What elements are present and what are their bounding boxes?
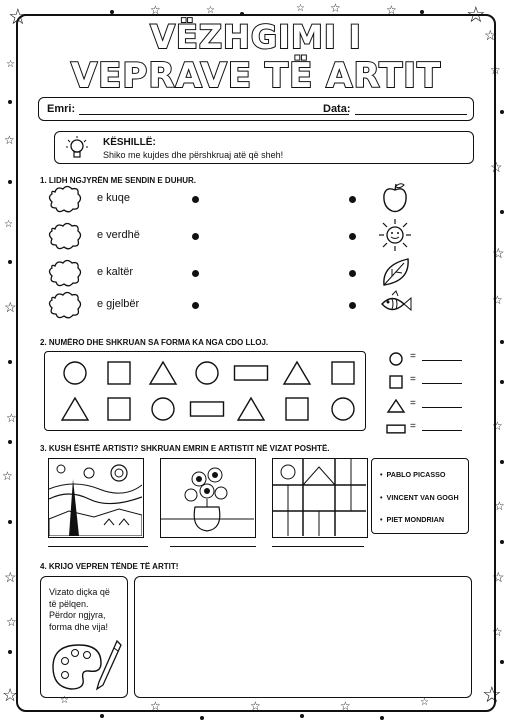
- circle-shape: [390, 353, 402, 365]
- star-icon: ☆: [490, 159, 503, 175]
- color-word: e gjelbër: [97, 298, 140, 310]
- star-icon: ☆: [60, 695, 69, 706]
- triangle-shape: [62, 398, 88, 420]
- match-dot-left[interactable]: [192, 302, 199, 309]
- rectangle-shape: [387, 425, 405, 433]
- shapes-box: [44, 351, 366, 431]
- star-icon: ☆: [296, 3, 305, 14]
- star-icon: ☆: [420, 697, 429, 708]
- equals-sign: =: [410, 351, 416, 362]
- border-dot: [8, 260, 12, 264]
- color-blob[interactable]: [47, 258, 83, 288]
- star-icon: ☆: [6, 411, 17, 425]
- triangle-shape: [284, 362, 310, 384]
- border-dot: [500, 340, 504, 344]
- square-shape: [390, 376, 402, 388]
- legend-row: [386, 421, 416, 442]
- count-answer-line[interactable]: [422, 430, 462, 431]
- border-dot: [8, 520, 12, 524]
- star-icon: ☆: [206, 5, 215, 16]
- color-blob[interactable]: [47, 184, 83, 214]
- star-icon: ☆: [4, 133, 15, 147]
- leaf-icon: [378, 255, 412, 289]
- triangle-shape: [238, 398, 264, 420]
- star-icon: ☆: [484, 27, 497, 43]
- triangle-shape: [388, 400, 404, 412]
- border-dot: [500, 380, 504, 384]
- triangle-shape: [150, 362, 176, 384]
- match-dot-right[interactable]: [349, 233, 356, 240]
- star-icon: ☆: [492, 569, 505, 585]
- shapes-drawing: [45, 352, 367, 432]
- equals-sign: =: [410, 398, 416, 409]
- section-1-heading: 1. LIDH NGJYRËN ME SENDIN E DUHUR.: [40, 176, 197, 185]
- circle-legend-shape: [386, 351, 408, 367]
- star-icon: ☆: [250, 699, 261, 713]
- rectangle-shape: [235, 366, 268, 380]
- color-word: e verdhë: [97, 229, 140, 241]
- border-dot: [8, 180, 12, 184]
- star-icon: ☆: [2, 469, 13, 483]
- tip-text: Shiko me kujdes dhe përshkruaj atë që sheh!: [103, 150, 284, 160]
- square-shape: [286, 398, 308, 420]
- border-dot: [500, 460, 504, 464]
- painting-mondrian: [272, 458, 368, 538]
- star-icon: ☆: [6, 59, 15, 70]
- match-dot-left[interactable]: [192, 270, 199, 277]
- star-icon: ☆: [494, 499, 505, 513]
- star-icon: ☆: [150, 699, 161, 713]
- legend-row: [386, 374, 416, 395]
- section-2-heading: 2. NUMËRO DHE SHKRUAN SA FORMA KA NGA CDO LLOJ.: [40, 338, 269, 347]
- lightbulb-icon: [65, 135, 89, 161]
- section-3-heading: 3. KUSH ËSHTË ARTISTI? SHKRUAN EMRIN E ARTISTIT NË VIZAT POSHTË.: [40, 444, 330, 453]
- prompt-line: të pëlqen.: [49, 598, 89, 609]
- square-legend-shape: [386, 374, 408, 390]
- star-icon: ☆: [492, 293, 503, 307]
- circle-shape: [64, 362, 86, 384]
- border-dot: [8, 440, 12, 444]
- count-answer-line[interactable]: [422, 407, 462, 408]
- count-answer-line[interactable]: [422, 383, 462, 384]
- painting-starry-night: [48, 458, 144, 538]
- border-dot: [240, 12, 244, 16]
- artist-option: • PIET MONDRIAN: [380, 515, 444, 524]
- color-word: e kuqe: [97, 192, 131, 204]
- color-blob[interactable]: [47, 290, 83, 320]
- artist-option: • VINCENT VAN GOGH: [380, 493, 459, 502]
- tip-title: KËSHILLË:: [103, 137, 156, 148]
- match-dot-right[interactable]: [349, 302, 356, 309]
- star-icon: ☆: [330, 1, 341, 15]
- rectangle-legend-shape: [386, 421, 408, 437]
- border-dot: [500, 210, 504, 214]
- match-dot-right[interactable]: [349, 196, 356, 203]
- name-label: Emri:: [47, 103, 76, 115]
- section-4-heading: 4. KRIJO VEPREN TËNDE TË ARTIT!: [40, 562, 179, 571]
- border-dot: [100, 714, 104, 718]
- sun-icon: [378, 218, 412, 252]
- drawing-prompt-text: [49, 587, 110, 633]
- artist-options-box: [371, 458, 469, 534]
- title-line-1: VËZHGIMI I: [150, 18, 362, 56]
- drawing-area[interactable]: [134, 576, 472, 698]
- painting-sunflowers: [160, 458, 256, 538]
- border-dot: [200, 716, 204, 720]
- border-dot: [110, 10, 114, 14]
- star-icon: ☆: [386, 3, 397, 17]
- prompt-line: forma dhe vija!: [49, 621, 109, 632]
- star-icon: ☆: [466, 2, 486, 27]
- star-icon: ☆: [150, 3, 161, 17]
- color-word: e kaltër: [97, 266, 134, 278]
- border-dot: [8, 100, 12, 104]
- border-dot: [380, 716, 384, 720]
- circle-shape: [332, 398, 354, 420]
- fish-icon: [378, 287, 412, 321]
- mondrian-drawing: [273, 459, 366, 536]
- legend-row: [386, 351, 416, 372]
- match-dot-left[interactable]: [192, 196, 199, 203]
- triangle-legend-shape: [386, 398, 408, 414]
- apple-icon: [378, 181, 412, 215]
- match-dot-right[interactable]: [349, 270, 356, 277]
- border-dot: [8, 650, 12, 654]
- prompt-line: Përdor ngjyra,: [49, 610, 106, 620]
- name-date-box: [38, 97, 474, 121]
- border-dot: [500, 660, 504, 664]
- square-shape: [108, 362, 130, 384]
- date-field[interactable]: [355, 114, 467, 115]
- border-dot: [420, 10, 424, 14]
- date-label: Data:: [323, 103, 351, 115]
- border-dot: [500, 540, 504, 544]
- rectangle-shape: [191, 402, 224, 416]
- equals-sign: =: [410, 421, 416, 432]
- star-icon: ☆: [490, 63, 501, 77]
- title-line-2: VEPRAVE TË ARTIT: [70, 56, 442, 96]
- star-icon: ☆: [4, 569, 17, 585]
- circle-shape: [152, 398, 174, 420]
- star-icon: ☆: [482, 682, 502, 707]
- star-icon: ☆: [2, 685, 19, 705]
- artist-answer-line-1[interactable]: [48, 546, 148, 547]
- legend-row: [386, 398, 416, 419]
- circle-shape: [196, 362, 218, 384]
- star-icon: ☆: [492, 419, 503, 433]
- star-icon: ☆: [6, 615, 17, 629]
- color-blob[interactable]: [47, 221, 83, 251]
- count-answer-line[interactable]: [422, 360, 462, 361]
- equals-sign: =: [410, 374, 416, 385]
- prompt-line: Vizato diçka që: [49, 587, 110, 597]
- border-dot: [500, 110, 504, 114]
- artist-answer-line-3[interactable]: [272, 546, 364, 547]
- square-shape: [332, 362, 354, 384]
- artist-option: • PABLO PICASSO: [380, 470, 446, 479]
- border-dot: [300, 714, 304, 718]
- match-dot-left[interactable]: [192, 233, 199, 240]
- star-icon: ☆: [4, 219, 13, 230]
- border-dot: [8, 360, 12, 364]
- palette-icon: [47, 639, 123, 695]
- drawing-prompt-box: [40, 576, 128, 698]
- star-icon: ☆: [340, 699, 351, 713]
- star-icon: ☆: [8, 4, 28, 29]
- tip-box: [54, 131, 474, 164]
- starry-night-drawing: [49, 459, 142, 536]
- square-shape: [108, 398, 130, 420]
- name-field[interactable]: [79, 114, 349, 115]
- star-icon: ☆: [492, 625, 503, 639]
- star-icon: ☆: [4, 299, 17, 315]
- artist-answer-line-2[interactable]: [170, 546, 256, 547]
- star-icon: ☆: [492, 245, 505, 261]
- sunflowers-drawing: [161, 459, 254, 536]
